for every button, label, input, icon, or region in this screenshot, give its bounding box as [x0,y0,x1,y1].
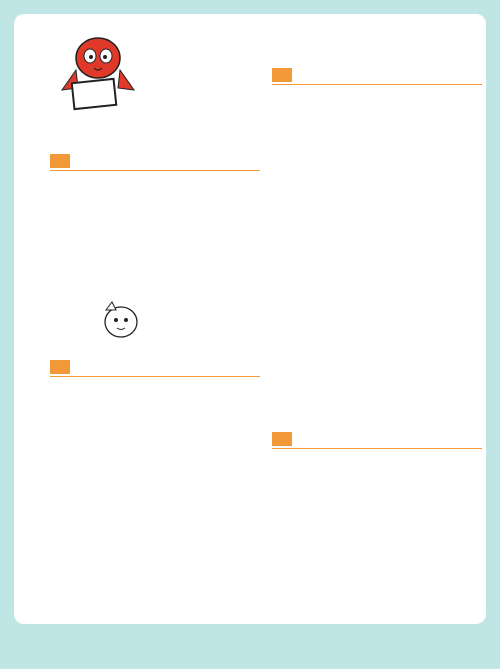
toc-entry [276,113,482,124]
toc-entry [276,499,482,510]
toc-entry [54,520,260,531]
toc-entry [276,305,482,316]
section-03-header [272,430,298,448]
toc-entry [276,203,482,214]
section-00-rule [50,170,260,171]
toc-entry [276,248,482,259]
section-02-rule [272,84,482,85]
toc-entry [276,454,482,465]
toc-entry [276,124,482,135]
toc-entry [276,135,482,146]
toc-entry [54,394,260,405]
toc-entry [54,509,260,520]
toc-entry [56,188,256,199]
toc-entry [54,417,260,428]
section-badge [50,360,70,374]
toc-entry [54,405,260,416]
toc-entry [54,497,260,508]
toc-entry [54,451,260,462]
section-03-rule [272,448,482,449]
toc-entry [276,192,482,203]
section-02-header [272,66,298,84]
toc-entry [276,237,482,248]
section-badge [272,68,292,82]
toc-entry [54,532,260,543]
toc-entry [276,282,482,293]
toc-entry [276,158,482,169]
toc-entry [54,463,260,474]
toc-mascot-label [71,78,118,110]
toc-entry [276,214,482,225]
toc-entry [276,522,482,533]
toc-entry [276,350,482,361]
toc-entry [276,327,482,338]
toc-entry [276,260,482,271]
toc-entry [276,90,482,101]
toc-entry [276,226,482,237]
toc-entry [54,486,260,497]
toc-entry [54,566,260,577]
toc-entry [276,147,482,158]
toc-entry [276,544,482,555]
toc-entry [276,511,482,522]
toc-entry [54,474,260,485]
toc-entry [276,339,482,350]
section-badge [272,432,292,446]
toc-entry [276,316,482,327]
toc-entry [54,382,260,393]
toc-entry [276,477,482,488]
toc-entry [276,556,482,567]
toc-entry [54,428,260,439]
page-footer [14,636,20,649]
toc-entry [276,488,482,499]
toc-entry [276,533,482,544]
toc-entry [276,293,482,304]
toc-entry [54,543,260,554]
toc-entry [276,384,482,395]
toc-entry [276,101,482,112]
toc-entry [56,199,256,210]
section-01-rule [50,376,260,377]
section-00-header [50,152,76,170]
toc-entry [276,271,482,282]
toc-entry [54,440,260,451]
toc-entry [54,555,260,566]
toc-entry [276,465,482,476]
section-badge [50,154,70,168]
toc-entry [276,373,482,384]
toc-entry [276,361,482,372]
mascot-chapter-icon [98,298,144,344]
toc-entry [276,180,482,191]
toc-entry [56,176,256,187]
toc-entry [276,169,482,180]
section-01-header [50,358,76,376]
